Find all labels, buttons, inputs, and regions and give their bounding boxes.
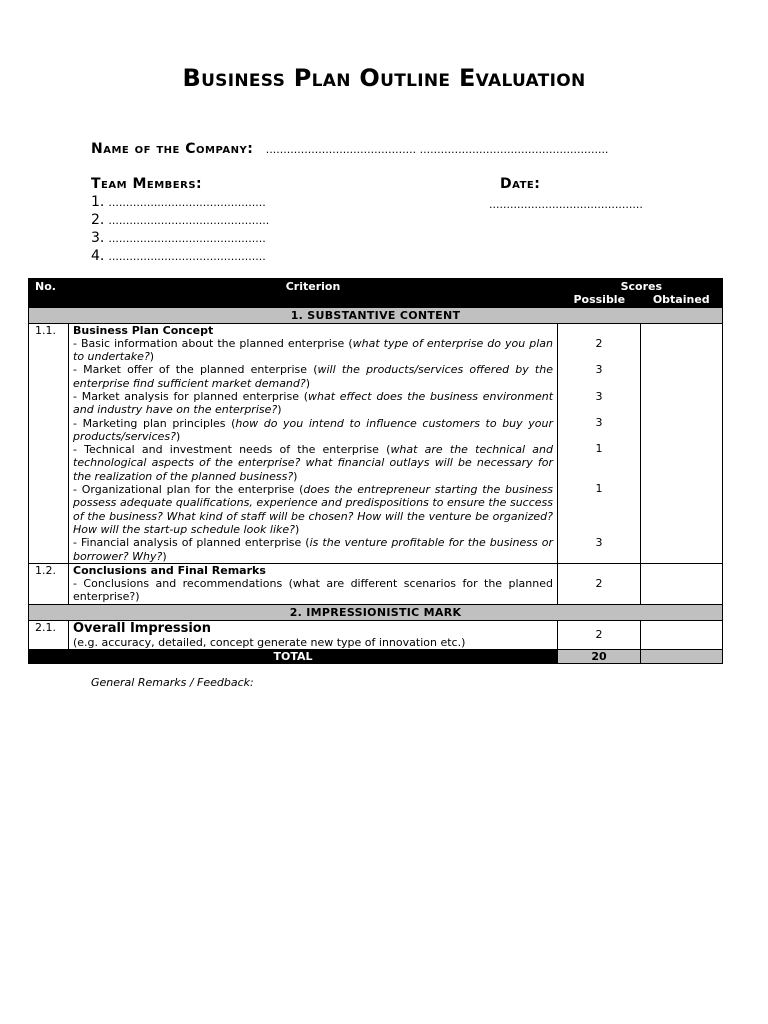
criterion-item: - Organizational plan for the enterprise (does the entrepreneur starting the business possess adequate qualifications, experience and predispositions to ensure the success of the business? What kind of staff will be chosen? How will the venture be organized? How will the start-up schedule look like?): [73, 483, 553, 536]
criterion-heading: Conclusions and Final Remarks: [73, 563, 266, 577]
table-row: [29, 563, 723, 604]
obtained-score-cell[interactable]: [641, 332, 723, 564]
team-members-label: Team Members:: [91, 176, 203, 192]
company-field: [91, 141, 608, 157]
possible-score: 1: [595, 441, 603, 455]
table-row: [29, 620, 723, 649]
possible-score: 2: [558, 620, 641, 649]
row-number: 1.2.: [29, 563, 69, 604]
date-label-wrap: [500, 176, 540, 192]
team-member-1: [91, 194, 266, 210]
criterion-item: - Market offer of the planned enterprise (will the products/services offered by the enterprise find sufficient market demand?): [73, 363, 553, 390]
obtained-score-cell[interactable]: [641, 563, 723, 604]
company-label: Name of the Company:: [91, 141, 254, 157]
team-member-4: [91, 248, 266, 264]
team-member-3: [91, 230, 266, 246]
header-no: No.: [29, 279, 69, 308]
date-blank: ............................................: [489, 198, 643, 211]
obtained-score-cell[interactable]: [641, 620, 723, 649]
total-possible: 20: [558, 650, 641, 664]
page-title: Business Plan Outline Evaluation: [182, 64, 586, 92]
header-possible: Possible: [573, 293, 626, 306]
team-member-blank: .............................................: [108, 196, 266, 209]
criterion-cell: [69, 563, 558, 604]
total-obtained-cell[interactable]: [641, 650, 723, 664]
section-row: [29, 604, 723, 620]
criterion-cell: [69, 620, 558, 649]
possible-score: 2: [595, 336, 603, 350]
criterion-cell: [69, 323, 558, 564]
section-title: 1. SUBSTANTIVE CONTENT: [29, 308, 723, 324]
company-blank: ........................................... ......................................................: [265, 143, 609, 156]
possible-score: 1: [595, 481, 603, 495]
row-number-text: 1.1.: [35, 323, 56, 337]
table-header-row: [29, 279, 723, 308]
criterion-item: - Conclusions and recommendations (what are different scenarios for the planned enterprise?): [73, 577, 553, 604]
date-blank-wrap: [489, 196, 643, 212]
possible-score-cell: [558, 332, 641, 564]
total-label: TOTAL: [29, 650, 558, 664]
team-member-blank: ..............................................: [108, 214, 270, 227]
total-row: [29, 650, 723, 664]
date-label: Date:: [500, 176, 541, 192]
team-member-num: 1.: [91, 194, 105, 210]
team-member-2: [91, 212, 269, 228]
possible-score: 2: [558, 563, 641, 604]
criterion-item: (e.g. accuracy, detailed, concept generate new type of innovation etc.): [73, 635, 466, 649]
criterion-item: - Technical and investment needs of the enterprise (what are the technical and technological aspects of the enterprise? what financial outlays will be necessary for the realization of the planned business?): [73, 443, 553, 483]
team-member-num: 2.: [91, 212, 105, 228]
row-number: [29, 323, 69, 564]
criterion-item: - Financial analysis of planned enterprise (is the venture profitable for the business or borrower? Why?): [73, 536, 553, 563]
header-scores: [558, 279, 723, 308]
header-criterion: Criterion: [69, 279, 558, 308]
row-number: 2.1.: [29, 620, 69, 649]
criterion-heading: Overall Impression: [73, 620, 211, 636]
table-row: [29, 332, 723, 564]
team-member-num: 3.: [91, 230, 105, 246]
possible-score: 3: [595, 362, 603, 376]
evaluation-table: [28, 278, 723, 664]
possible-score: 3: [595, 535, 603, 549]
criterion-item: - Basic information about the planned enterprise (what type of enterprise do you plan to undertake?): [73, 336, 553, 364]
team-member-blank: .............................................: [108, 232, 266, 245]
section-row: [29, 308, 723, 324]
section-title: 2. IMPRESSIONISTIC MARK: [29, 604, 723, 620]
possible-score: 3: [595, 415, 603, 429]
header-scores-label: Scores: [620, 280, 662, 293]
team-member-blank: .............................................: [108, 250, 266, 263]
team-members-label-wrap: [91, 176, 202, 192]
criterion-item: - Market analysis for planned enterprise (what effect does the business environment and industry have on the enterprise?): [73, 389, 554, 417]
team-member-num: 4.: [91, 248, 105, 264]
general-remarks-label: General Remarks / Feedback:: [91, 676, 254, 689]
header-obtained: Obtained: [652, 293, 710, 306]
criterion-item: - Marketing plan principles (how do you intend to influence customers to buy your products/services?): [73, 416, 553, 443]
possible-score: 3: [595, 389, 603, 403]
criterion-heading: Business Plan Concept: [73, 323, 214, 337]
